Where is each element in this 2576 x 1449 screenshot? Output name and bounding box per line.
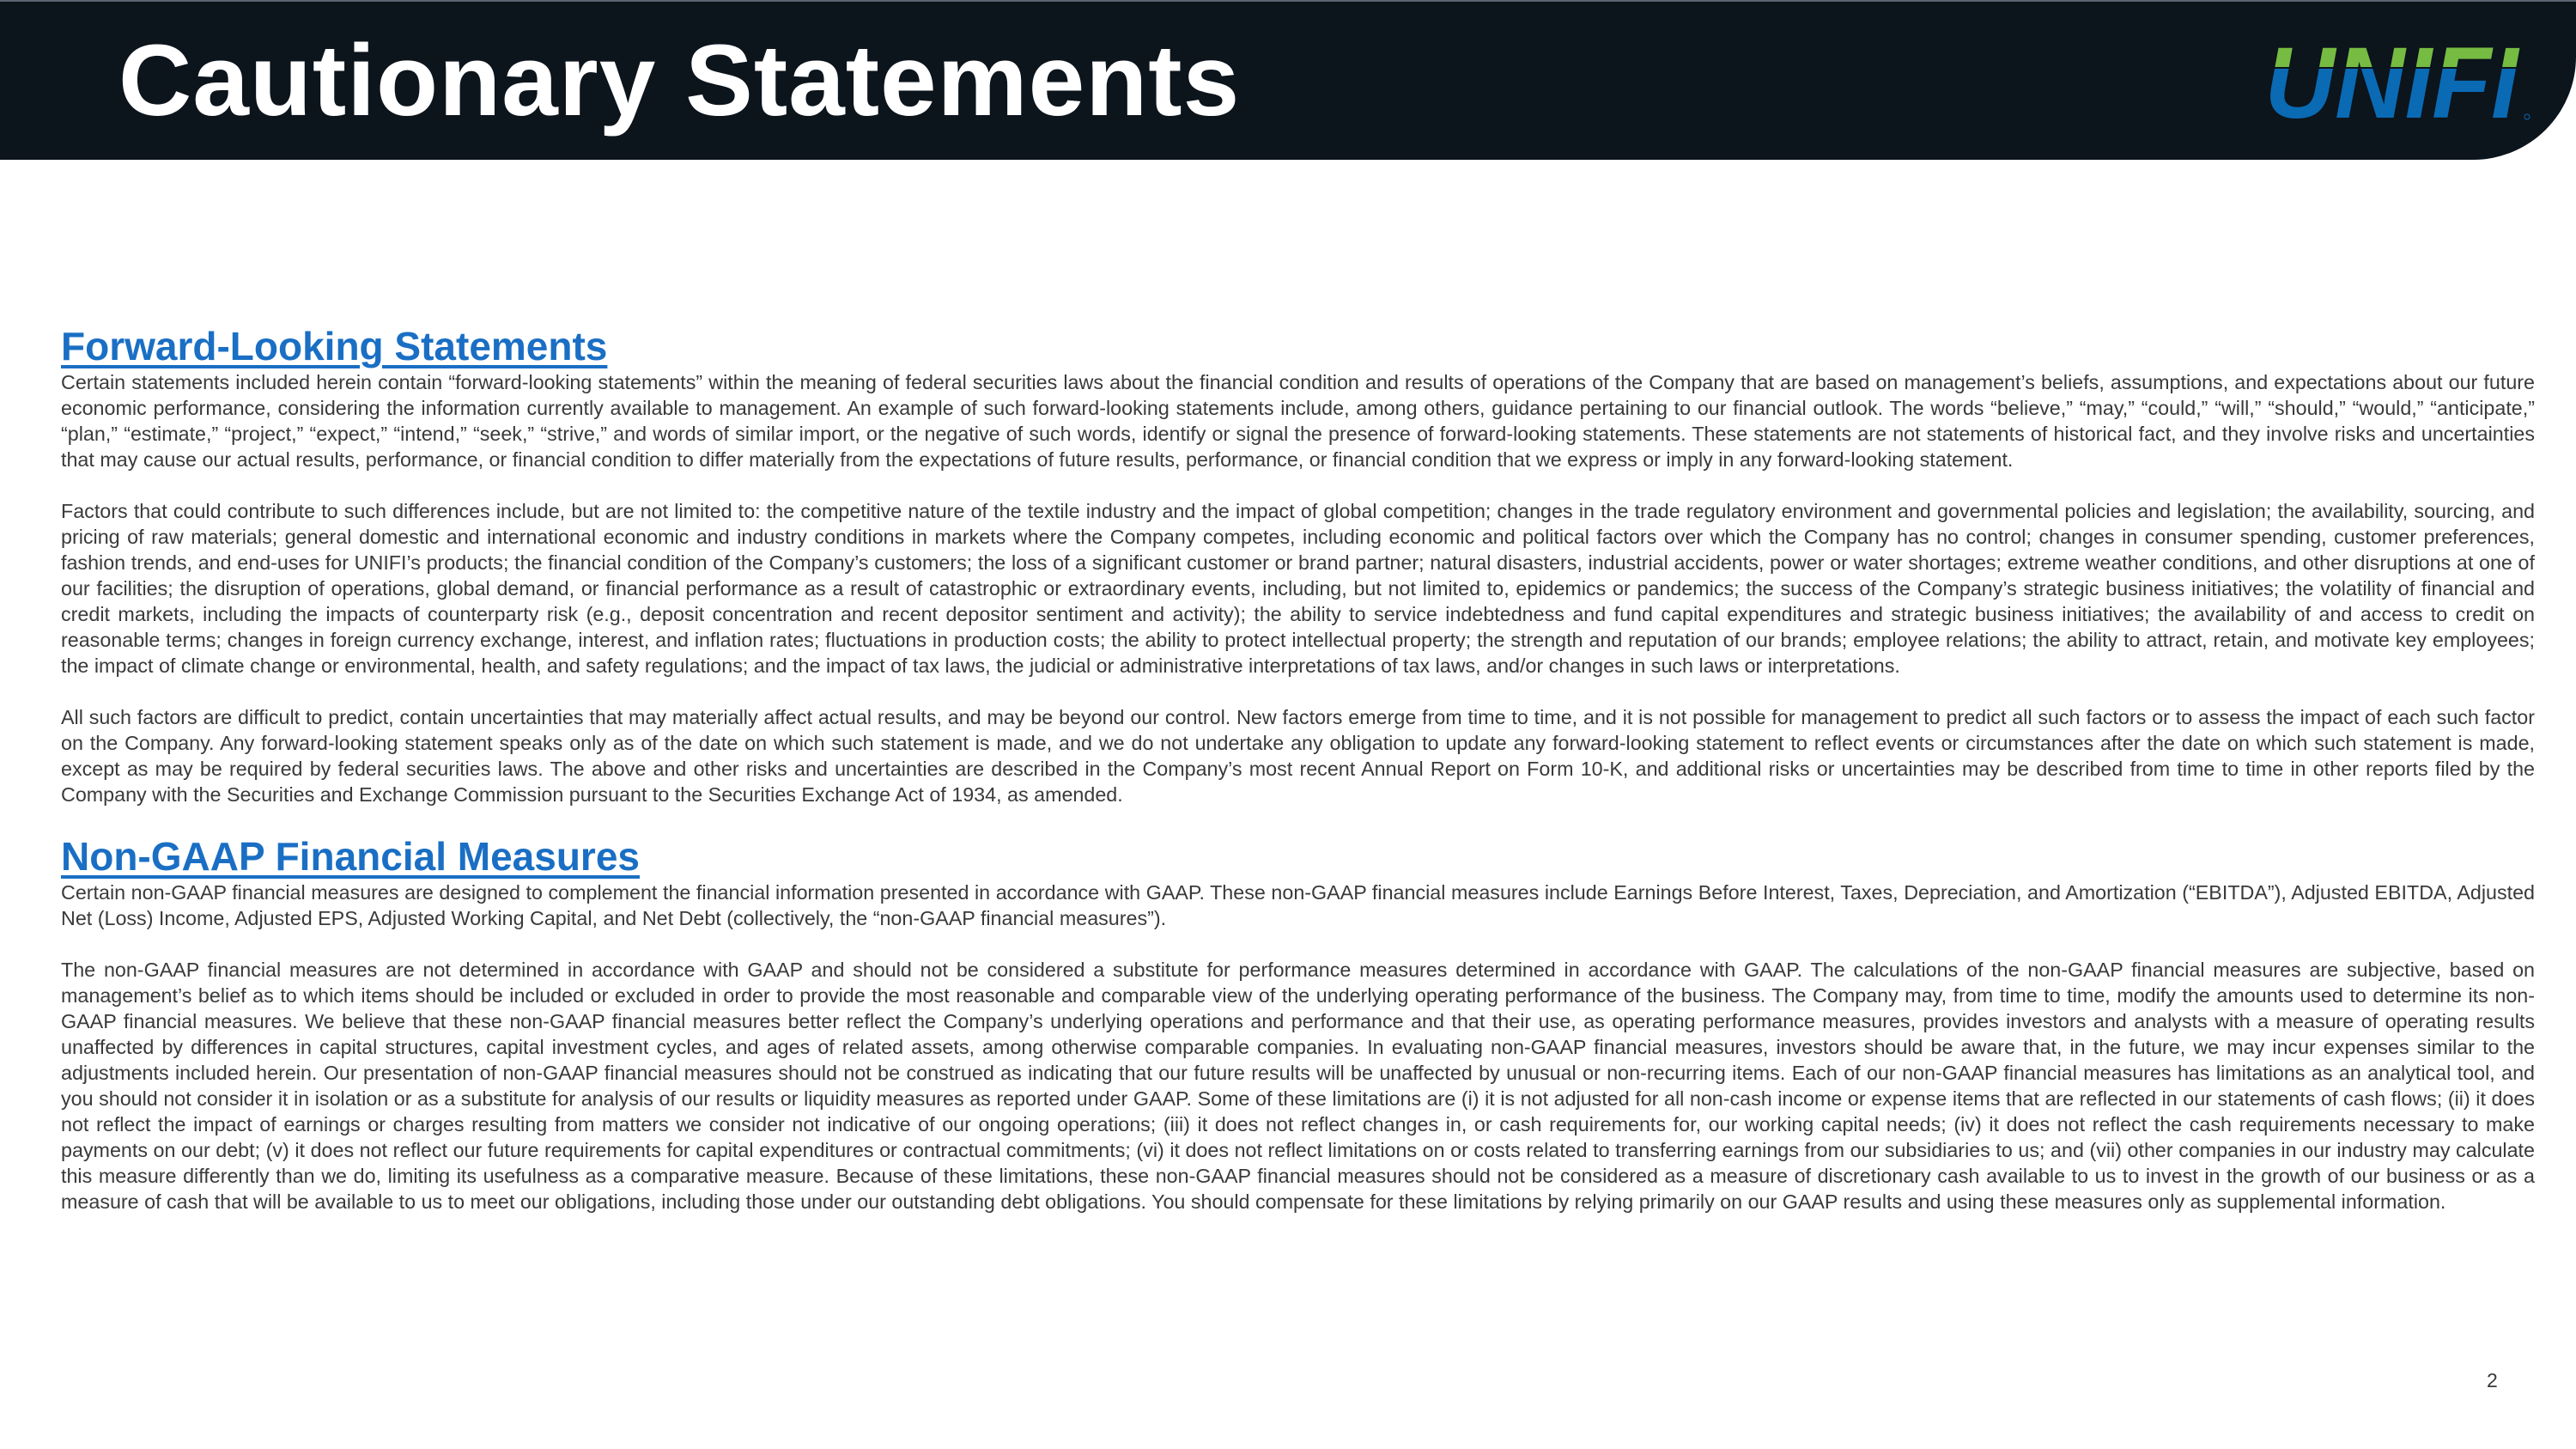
forward-looking-paragraph-1: Certain statements included herein contain “forward-looking statements” within the meaning of federal securities laws about the financial condition and results of operations of the Company that are based on management’s beliefs, assumptions, and expectations about our future economic performance, considering the information currently available to management. An example of such forward-looking statements include, among others, guidance pertaining to our financial outlook. The words “believe,” “may,” “could,” “will,” “should,” “would,” “anticipate,” “plan,” “estimate,” “project,” “expect,” “intend,” “seek,” “strive,” and words of similar import, or the negative of such words, identify or signal the presence of forward-looking statements. These statements are not statements of historical fact, and they involve risks and uncertainties that may cause our actual results, performance, or financial condition to differ materially from the expectations of future results, performance, or financial condition that we express or imply in any forward-looking statement. bbox=[61, 371, 2535, 471]
non-gaap-paragraph-2: The non-GAAP financial measures are not determined in accordance with GAAP and should not be considered a substitute for performance measures determined in accordance with GAAP. The calculations of the non-GAAP financial measures are subjective, based on management’s belief as to which items should be included or excluded in order to provide the most reasonable and comparable view of the underlying operating performance of the business. The Company may, from time to time, modify the amounts used to determine its non-GAAP financial measures. We believe that these non-GAAP financial measures better reflect the Company’s underlying operations and performance and that their use, as operating performance measures, provides investors and analysts with a measure of operating results unaffected by differences in capital structures, capital investment cycles, and ages of related assets, among otherwise comparable companies. In evaluating non-GAAP financial measures, investors should be aware that, in the future, we may incur expenses similar to the adjustments included herein. Our presentation of non-GAAP financial measures should not be construed as indicating that our future results will be unaffected by unusual or non-recurring items. Each of our non-GAAP financial measures has limitations as an analytical tool, and you should not consider it in isolation or as a substitute for analysis of our results or liquidity measures as reported under GAAP. Some of these limitations are (i) it is not adjusted for all non-cash income or expense items that are reflected in our statements of cash flows; (ii) it does not reflect the impact of earnings or charges resulting from matters we consider not indicative of our ongoing operations; (iii) it does not reflect changes in, or cash requirements for, our working capital needs; (iv) it does not reflect the cash requirements necessary to make payments on our debt; (v) it does not reflect our future requirements for capital expenditures or contractual commitments; (vi) it does not reflect limitations on or costs related to transferring earnings from our subsidiaries to us; and (vii) other companies in our industry may calculate this measure differently than we do, limiting its usefulness as a comparative measure. Because of these limitations, these non-GAAP financial measures should not be considered as a measure of discretionary cash available to us to invest in the growth of our business or as a measure of cash that will be available to us to meet our obligations, including those under our outstanding debt obligations. You should compensate for these limitations by relying primarily on our GAAP results and using these measures only as supplemental information. bbox=[61, 959, 2535, 1213]
non-gaap-heading: Non-GAAP Financial Measures bbox=[61, 834, 640, 879]
forward-looking-section bbox=[61, 323, 2535, 807]
slide-header bbox=[0, 0, 2576, 160]
svg-text:UNIFI: UNIFI bbox=[2264, 26, 2520, 140]
non-gaap-paragraph-1: Certain non-GAAP financial measures are designed to complement the financial information presented in accordance with GAAP. These non-GAAP financial measures include Earnings Before Interest, Taxes, Depreciation, and Amortization (“EBITDA”), Adjusted EBITDA, Adjusted Net (Loss) Income, Adjusted EPS, Adjusted Working Capital, and Net Debt (collectively, the “non-GAAP financial measures”). bbox=[61, 881, 2535, 929]
forward-looking-paragraph-2: Factors that could contribute to such differences include, but are not limited to: the competitive nature of the textile industry and the impact of global competition; changes in the trade regulatory environment and governmental policies and legislation; the availability, sourcing, and pricing of raw materials; general domestic and international economic and industry conditions in markets where the Company competes, including economic and political factors over which the Company has no control; changes in consumer spending, customer preferences, fashion trends, and end-uses for UNIFI’s products; the financial condition of the Company’s customers; the loss of a significant customer or brand partner; natural disasters, industrial accidents, power or water shortages; extreme weather conditions, and other disruptions at one of our facilities; the disruption of operations, global demand, or financial performance as a result of catastrophic or extraordinary events, including, but not limited to, epidemics or pandemics; the success of the Company’s strategic business initiatives; the volatility of financial and credit markets, including the impacts of counterparty risk (e.g., deposit concentration and recent depositor sentiment and activity); the ability to service indebtedness and fund capital expenditures and strategic business initiatives; the availability of and access to credit on reasonable terms; changes in foreign currency exchange, interest, and inflation rates; fluctuations in production costs; the ability to protect intellectual property; the strength and reputation of our brands; employee relations; the ability to attract, retain, and motivate key employees; the impact of climate change or environmental, health, and safety regulations; and the impact of tax laws, the judicial or administrative interpretations of tax laws, and/or changes in such laws or interpretations. bbox=[61, 500, 2535, 677]
unifi-logo bbox=[2264, 26, 2533, 140]
non-gaap-section bbox=[61, 833, 2535, 1215]
page-number: 2 bbox=[2487, 1369, 2498, 1391]
forward-looking-paragraph-3: All such factors are difficult to predict, contain uncertainties that may materially affect actual results, and may be beyond our control. New factors emerge from time to time, and it is not possible for management to predict all such factors or to assess the impact of each such factor on the Company. Any forward-looking statement speaks only as of the date on which such statement is made, and we do not undertake any obligation to update any forward-looking statement to reflect events or circumstances after the date on which such statement is made, except as may be required by federal securities laws. The above and other risks and uncertainties are described in the Company’s most recent Annual Report on Form 10-K, and additional risks or uncertainties may be described from time to time in other reports filed by the Company with the Securities and Exchange Commission pursuant to the Securities Exchange Act of 1934, as amended. bbox=[61, 706, 2535, 806]
page-title: Cautionary Statements bbox=[118, 24, 1241, 137]
slide-body bbox=[61, 323, 2535, 1240]
forward-looking-heading: Forward-Looking Statements bbox=[61, 324, 608, 368]
